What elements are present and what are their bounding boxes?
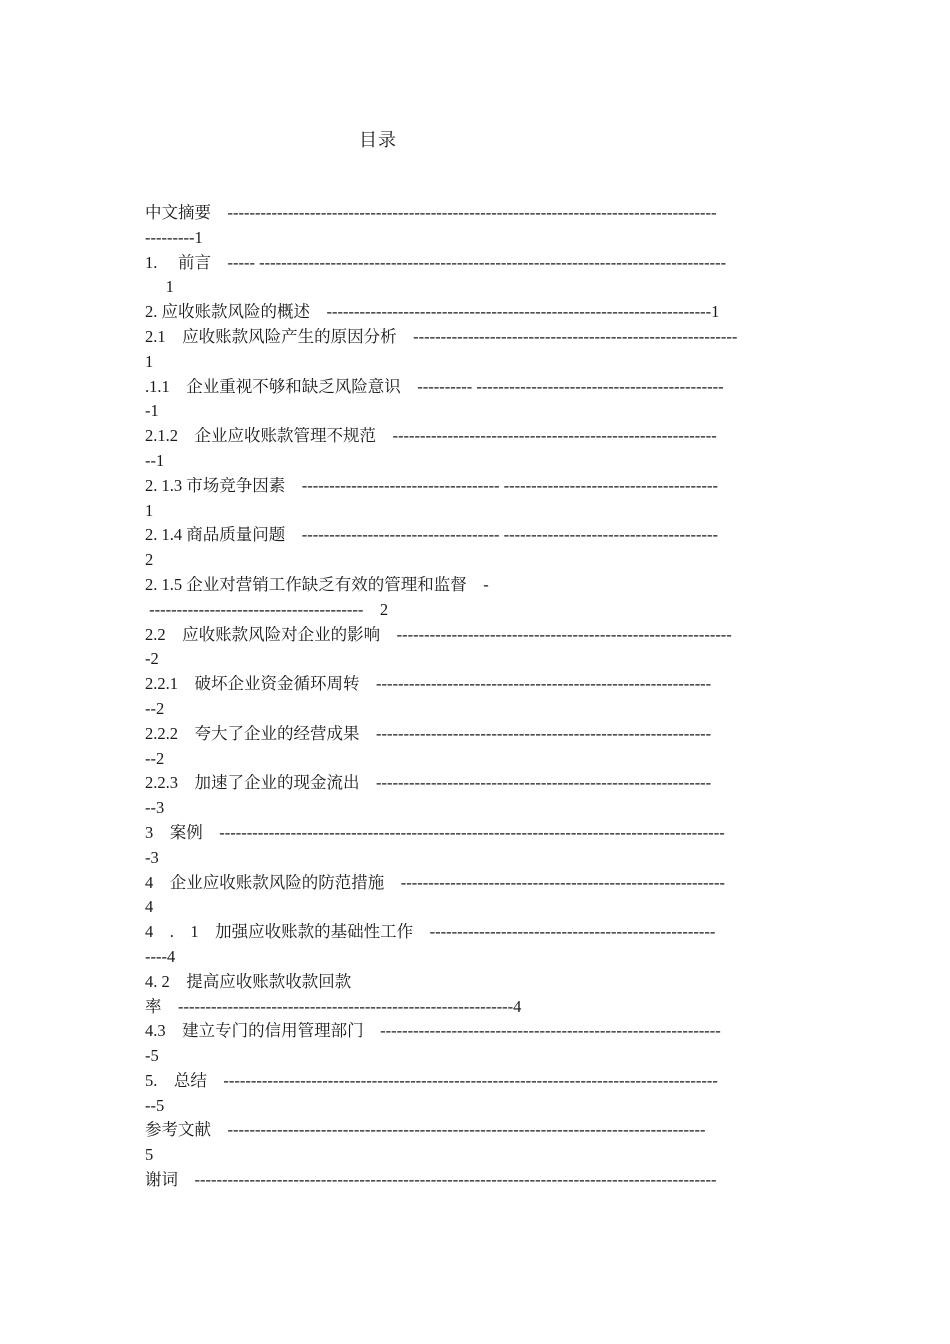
toc-line: ----4 xyxy=(145,946,176,966)
toc-line: 2 xyxy=(145,550,154,570)
toc-line: --5 xyxy=(145,1095,165,1115)
toc-line: 2.1 应收账款风险产生的原因分析 ----------------------------------------------------------- xyxy=(145,326,738,346)
toc-line: ---------1 xyxy=(145,227,203,247)
toc-line: 4 . 1 加强应收账款的基础性工作 ---------------------------------------------------- xyxy=(145,922,716,942)
toc-line: --2 xyxy=(145,698,165,718)
toc-line: -1 xyxy=(145,401,159,421)
toc-line: --3 xyxy=(145,798,165,818)
toc-line: 2.2.3 加速了企业的现金流出 ------------------------------------------------------------- xyxy=(145,773,712,793)
toc-line: -2 xyxy=(145,649,159,669)
toc-line: -5 xyxy=(145,1046,159,1066)
toc-line: 2. 1.3 市场竞争因素 ------------------------------------ --------------------------------------- xyxy=(145,475,718,495)
toc-line: 5. 总结 ------------------------------------------------------------------------------------------ xyxy=(145,1070,718,1090)
toc-line: 4.3 建立专门的信用管理部门 -------------------------------------------------------------- xyxy=(145,1021,721,1041)
toc-line: 4 企业应收账款风险的防范措施 ----------------------------------------------------------- xyxy=(145,872,725,892)
toc-line: 4. 2 提高应收账款收款回款 xyxy=(145,971,352,991)
toc-line: 谢词 ----------------------------------------------------------------------------------------------- xyxy=(145,1170,717,1190)
toc-line: --------------------------------------- 2 xyxy=(145,599,389,619)
toc-line: 2.2 应收账款风险对企业的影响 ------------------------------------------------------------- xyxy=(145,624,732,644)
toc-line: 2. 1.4 商品质量问题 ------------------------------------ --------------------------------------- xyxy=(145,525,718,545)
toc-line: 4 xyxy=(145,897,154,917)
toc-line: 2.2.1 破坏企业资金循环周转 ------------------------------------------------------------- xyxy=(145,674,712,694)
toc-line: 1 xyxy=(145,500,154,520)
toc-line: 2.2.2 夸大了企业的经营成果 ------------------------------------------------------------- xyxy=(145,723,712,743)
toc-title: 目录 xyxy=(359,130,397,151)
toc-line: --2 xyxy=(145,748,165,768)
toc-line: 1 xyxy=(145,351,154,371)
toc-line: 2. 应收账款风险的概述 ----------------------------------------------------------------------1 xyxy=(145,302,720,322)
toc-line: 参考文献 --------------------------------------------------------------------------------------- xyxy=(145,1120,706,1140)
toc-line: -3 xyxy=(145,847,159,867)
toc-line: .1.1 企业重视不够和缺乏风险意识 ---------- --------------------------------------------- xyxy=(145,376,724,396)
toc-line: 率 -------------------------------------------------------------4 xyxy=(145,996,522,1016)
toc-line: 1 xyxy=(145,277,174,297)
toc-line: 2.1.2 企业应收账款管理不规范 ----------------------------------------------------------- xyxy=(145,426,717,446)
toc-line: 5 xyxy=(145,1145,154,1165)
toc-line: 1. 前言 ----- ------------------------------------------------------------------------------------- xyxy=(145,252,727,272)
toc-line: 3 案例 -------------------------------------------------------------------------------------------- xyxy=(145,822,725,842)
toc-line: --1 xyxy=(145,450,165,470)
toc-line: 中文摘要 ----------------------------------------------------------------------------------------- xyxy=(145,203,717,222)
table-of-contents xyxy=(145,201,809,1193)
toc-line: 2. 1.5 企业对营销工作缺乏有效的管理和监督 - xyxy=(145,574,489,594)
